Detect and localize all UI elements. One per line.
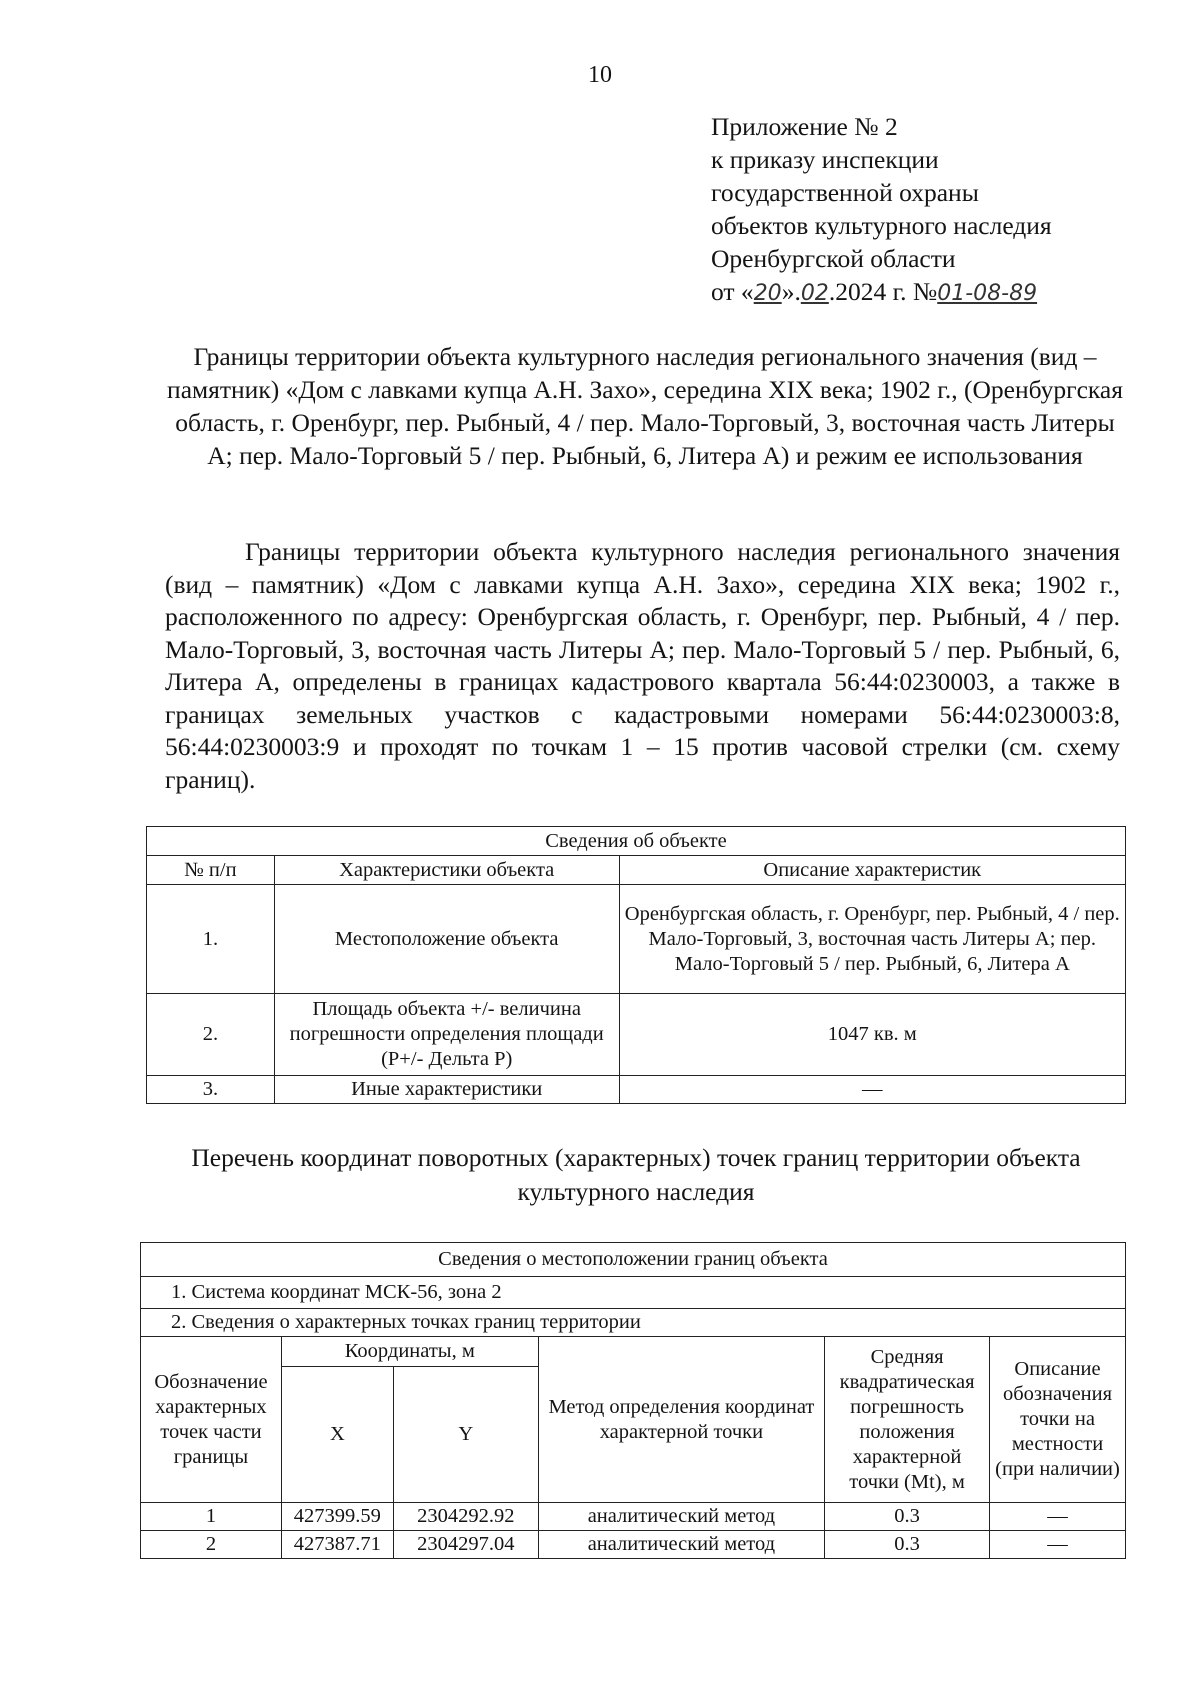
- appendix-line: Оренбургской области: [711, 244, 956, 273]
- header-y: Y: [393, 1367, 538, 1503]
- header-coords: Координаты, м: [281, 1337, 538, 1367]
- appendix-line: к приказу инспекции: [711, 145, 939, 174]
- coord-x: 427399.59: [281, 1503, 393, 1531]
- coords-subcaption: 2. Сведения о характерных точках границ территории: [141, 1309, 1126, 1337]
- appendix-date-line: [711, 275, 1052, 310]
- coord-x: 427387.71: [281, 1531, 393, 1559]
- header-num: № п/п: [147, 856, 275, 885]
- point-id: 1: [141, 1503, 282, 1531]
- appendix-block: [711, 110, 1052, 310]
- header-description: Описание характеристик: [619, 856, 1125, 885]
- header-error: Средняя квадратическая погрешность положения характерной точки (Mt), м: [825, 1337, 990, 1503]
- handwritten-month: 02: [800, 281, 829, 306]
- handwritten-day: 20: [753, 281, 782, 306]
- method: аналитический метод: [538, 1503, 824, 1531]
- date-mid: ».: [781, 277, 801, 306]
- header-desc: Описание обозначения точки на местности (при наличии): [990, 1337, 1126, 1503]
- coords-table-caption: Сведения о местоположении границ объекта: [141, 1243, 1126, 1277]
- error: 0.3: [825, 1503, 990, 1531]
- document-title: Границы территории объекта культурного наследия регионального значения (вид – памятник) «Дом с лавками купца А.Н. Захо», середина XIX века; 1902 г., (Оренбургская область, г. Оренбург, пер. Рыбный, 4 / пер. Мало-Торговый, 3, восточная часть Литеры А; пер. Мало-Торговый 5 / пер. Рыбный, 6, Литера А) и режим ее использования: [167, 342, 1123, 470]
- row-name: Иные характеристики: [274, 1076, 619, 1104]
- row-name: Площадь объекта +/- величина погрешности определения площади (Р+/- Дельта Р): [274, 994, 619, 1076]
- coordinate-system: 1. Система координат МСК-56, зона 2: [141, 1277, 1126, 1309]
- coord-y: 2304297.04: [393, 1531, 538, 1559]
- header-characteristic: Характеристики объекта: [274, 856, 619, 885]
- description: —: [990, 1503, 1126, 1531]
- point-id: 2: [141, 1531, 282, 1559]
- header-method: Метод определения координат характерной точки: [538, 1337, 824, 1503]
- handwritten-order-number: 01-08-89: [937, 281, 1038, 306]
- row-value: 1047 кв. м: [619, 994, 1125, 1076]
- date-prefix: от «: [711, 277, 754, 306]
- header-point: Обозначение характерных точек части границы: [141, 1337, 282, 1503]
- error: 0.3: [825, 1531, 990, 1559]
- coordinates-table: [140, 1242, 1126, 1559]
- appendix-line: Приложение № 2: [711, 112, 898, 141]
- body-paragraph: Границы территории объекта культурного наследия регионального значения (вид – памятник) «Дом с лавками купца А.Н. Захо», середина XIX века; 1902 г., расположенного по адресу: Оренбургская область, г. Оренбург, пер. Рыбный, 4 / пер. Мало-Торговый, 3, восточная часть Литеры А; пер. Мало-Торговый 5 / пер. Рыбный, 6, Литера А, определены в границах кадастрового квартала 56:44:0230003, а также в границах земельных участков с кадастровыми номерами 56:44:0230003:8, 56:44:0230003:9 и проходят по точкам 1 – 15 против часовой стрелки (см. схему границ).: [165, 537, 1120, 794]
- row-value: Оренбургская область, г. Оренбург, пер. Рыбный, 4 / пер. Мало-Торговый, 3, восточная часть Литеры А; пер. Мало-Торговый 5 / пер. Рыбный, 6, Литера А: [619, 885, 1125, 994]
- row-num: 3.: [147, 1076, 275, 1104]
- coord-y: 2304292.92: [393, 1503, 538, 1531]
- object-info-table: [146, 826, 1126, 1104]
- header-x: X: [281, 1367, 393, 1503]
- row-num: 1.: [147, 885, 275, 994]
- row-name: Местоположение объекта: [274, 885, 619, 994]
- row-value: —: [619, 1076, 1125, 1104]
- appendix-line: государственной охраны: [711, 178, 979, 207]
- date-suffix: .2024 г. №: [828, 277, 938, 306]
- coordinates-section-title: Перечень координат поворотных (характерных) точек границ территории объекта культурного наследия: [191, 1143, 1081, 1206]
- row-num: 2.: [147, 994, 275, 1076]
- method: аналитический метод: [538, 1531, 824, 1559]
- page-number: 10: [588, 62, 612, 88]
- object-table-caption: Сведения об объекте: [147, 827, 1126, 856]
- appendix-line: объектов культурного наследия: [711, 211, 1052, 240]
- description: —: [990, 1531, 1126, 1559]
